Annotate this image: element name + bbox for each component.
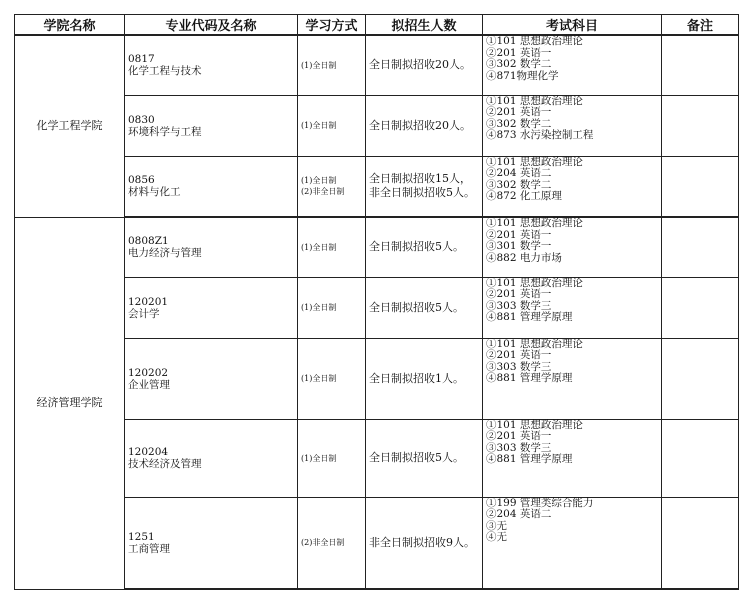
study-mode: (2)非全日制 — [301, 538, 345, 548]
exam-subject: ①101 思想政治理论 — [486, 217, 583, 229]
header-note: 备注 — [662, 15, 739, 36]
study-mode: (1)全日制 — [301, 453, 337, 463]
exam-subject: ④871物理化学 — [486, 69, 559, 82]
exam-subjects-cell — [483, 95, 662, 156]
exam-subject: ④872 化工原理 — [486, 190, 562, 202]
exam-subject: ③303 数学三 — [486, 360, 552, 373]
exam-subject: ④无 — [486, 531, 507, 543]
quota-cell — [366, 95, 483, 156]
table-header-row — [15, 15, 739, 36]
exam-subject: ②201 英语一 — [486, 349, 552, 361]
quota-cell — [366, 497, 483, 589]
exam-subject: ②201 英语一 — [486, 288, 552, 300]
major-cell — [125, 95, 298, 156]
exam-subject: ④881 管理学原理 — [486, 311, 573, 323]
quota-cell — [366, 217, 483, 277]
exam-subject: ④881 管理学原理 — [486, 372, 573, 384]
exam-subject: ①101 思想政治理论 — [486, 35, 583, 47]
exam-subjects-cell — [483, 35, 662, 95]
major-cell — [125, 156, 298, 217]
note-cell — [662, 497, 739, 589]
exam-subject: ④881 管理学原理 — [486, 453, 573, 465]
study-mode-cell — [298, 419, 366, 497]
exam-subjects-cell — [483, 217, 662, 277]
exam-subject: ②201 英语一 — [486, 46, 552, 59]
quota-text: 全日制拟招收1人。 — [369, 371, 464, 385]
header-mode: 学习方式 — [298, 15, 366, 36]
major-code: 120204 — [128, 446, 169, 458]
quota-text: 全日制拟招收5人。 — [369, 300, 464, 314]
major-cell — [125, 35, 298, 95]
exam-subject: ①101 思想政治理论 — [486, 418, 583, 431]
quota-cell — [366, 338, 483, 419]
major-name: 材料与化工 — [128, 186, 181, 199]
major-cell — [125, 419, 298, 497]
exam-subject: ④873 水污染控制工程 — [486, 129, 594, 141]
major-code: 120201 — [128, 295, 169, 308]
note-cell — [662, 156, 739, 217]
quota-text: 非全日制拟招收5人。 — [369, 186, 475, 200]
major-name: 环境科学与工程 — [128, 125, 202, 138]
header-exam: 考试科目 — [483, 15, 662, 36]
exam-subject: ①199 管理类综合能力 — [486, 496, 594, 509]
exam-subjects-cell — [483, 497, 662, 589]
study-mode-cell — [298, 156, 366, 217]
quota-text: 全日制拟招收5人。 — [369, 240, 464, 254]
college-name-cell: 经济管理学院 — [15, 217, 125, 589]
note-cell — [662, 217, 739, 277]
study-mode-cell — [298, 497, 366, 589]
major-cell — [125, 277, 298, 338]
note-cell — [662, 338, 739, 419]
exam-subject: ①101 思想政治理论 — [486, 94, 583, 107]
note-cell — [662, 419, 739, 497]
note-cell — [662, 95, 739, 156]
quota-cell — [366, 156, 483, 217]
major-code: 0808Z1 — [128, 235, 169, 248]
quota-text: 全日制拟招收20人。 — [369, 58, 471, 72]
study-mode: (1)全日制 — [301, 176, 337, 186]
exam-subject: ②201 英语一 — [486, 106, 552, 118]
study-mode-cell — [298, 217, 366, 277]
study-mode: (2)非全日制 — [301, 187, 345, 197]
exam-subject: ②201 英语一 — [486, 430, 552, 442]
quota-cell — [366, 419, 483, 497]
quota-text: 非全日制拟招收9人。 — [369, 535, 475, 549]
exam-subjects-cell — [483, 156, 662, 217]
major-cell — [125, 217, 298, 277]
table-body — [15, 35, 739, 589]
quota-text: 全日制拟招收5人。 — [369, 451, 464, 464]
note-cell — [662, 35, 739, 95]
exam-subject: ②204 英语二 — [486, 508, 552, 520]
exam-subject: ②204 英语二 — [486, 167, 552, 179]
exam-subjects-cell — [483, 338, 662, 419]
exam-subject: ②201 英语一 — [486, 228, 552, 241]
note-cell — [662, 277, 739, 338]
study-mode: (1)全日制 — [301, 242, 337, 252]
exam-subject: ④882 电力市场 — [486, 251, 562, 264]
study-mode-cell — [298, 35, 366, 95]
admissions-table-page — [14, 14, 738, 590]
header-major: 专业代码及名称 — [125, 15, 298, 36]
exam-subject: ③301 数学一 — [486, 240, 552, 252]
major-name: 电力经济与管理 — [128, 247, 202, 260]
major-cell — [125, 338, 298, 419]
exam-subject: ③302 数学二 — [486, 58, 552, 70]
exam-subject: ③303 数学三 — [486, 441, 552, 454]
study-mode: (1)全日制 — [301, 60, 337, 70]
exam-subject: ①101 思想政治理论 — [486, 337, 583, 350]
major-code: 0817 — [128, 53, 155, 66]
college-name-cell: 化学工程学院 — [15, 35, 125, 217]
exam-subject: ③303 数学三 — [486, 299, 552, 312]
quota-text: 全日制拟招收20人。 — [369, 118, 471, 132]
major-name: 化学工程与技术 — [128, 65, 202, 78]
major-code: 1251 — [128, 530, 155, 543]
exam-subjects-cell — [483, 277, 662, 338]
major-name: 技术经济及管理 — [128, 458, 202, 470]
quota-cell — [366, 35, 483, 95]
study-mode: (1)全日制 — [301, 303, 337, 312]
exam-subject: ①101 思想政治理论 — [486, 155, 583, 168]
major-code: 0830 — [128, 113, 155, 126]
major-code: 0856 — [128, 174, 155, 187]
study-mode: (1)全日制 — [301, 121, 337, 130]
major-name: 会计学 — [128, 307, 160, 320]
exam-subject: ③302 数学二 — [486, 117, 552, 130]
quota-text: 全日制拟招收15人， — [369, 172, 471, 186]
study-mode-cell — [298, 338, 366, 419]
exam-subject: ①101 思想政治理论 — [486, 276, 583, 289]
major-code: 120202 — [128, 366, 169, 379]
exam-subject: ③302 数学二 — [486, 178, 552, 191]
major-name: 企业管理 — [128, 378, 170, 391]
major-cell — [125, 497, 298, 589]
study-mode-cell — [298, 95, 366, 156]
table-row — [15, 35, 739, 95]
exam-subject: ③无 — [486, 519, 507, 532]
exam-subjects-cell — [483, 419, 662, 497]
quota-cell — [366, 277, 483, 338]
header-quota: 拟招生人数 — [366, 15, 483, 36]
major-name: 工商管理 — [128, 542, 170, 555]
study-mode: (1)全日制 — [301, 374, 337, 383]
admissions-table — [14, 14, 739, 590]
header-college: 学院名称 — [15, 15, 125, 36]
table-row — [15, 217, 739, 277]
study-mode-cell — [298, 277, 366, 338]
